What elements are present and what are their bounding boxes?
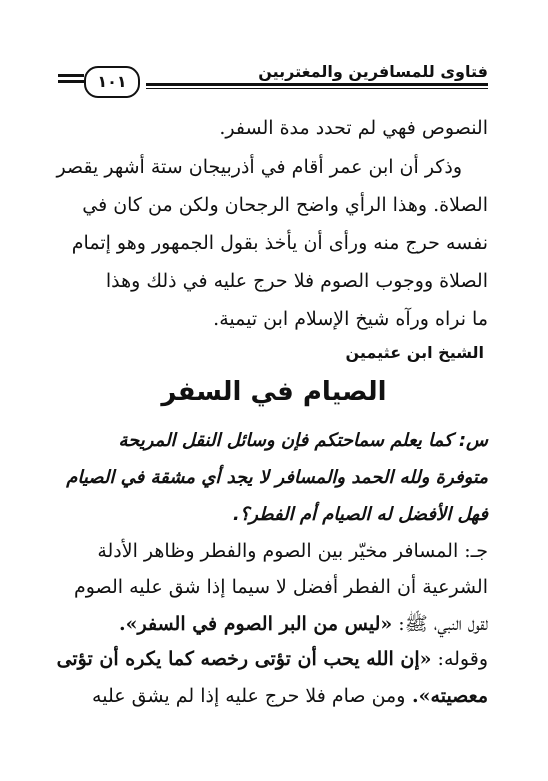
running-title: فتاوى للمسافرين والمغتربين [258, 62, 488, 81]
text-line: النصوص فهي لم تحدد مدة السفر. [219, 117, 488, 139]
question-line: س: كما يعلم سماحتكم فإن وسائل النقل المريحة [118, 430, 488, 451]
text-line: وذكر أن ابن عمر أقام في أذربيجان ستة أشهر يقصر [56, 156, 462, 178]
header-rule-thin [146, 88, 488, 89]
text-line: الصلاة. وهذا الرأي واضح الرجحان ولكن من كان في [82, 194, 488, 216]
answer-text: ومن صام فلا حرج عليه إذا لم يشق عليه [92, 685, 406, 707]
page-number: ١٠١ [84, 66, 140, 98]
hadith-quote: «إن الله يحب أن تؤتى رخصه كما يكره أن تؤتى [56, 648, 432, 670]
section-title: الصيام في السفر [161, 377, 387, 407]
hadith-quote: «ليس من البر الصوم في السفر». [119, 613, 393, 635]
text-line: نفسه حرج منه ورأى أن يأخذ بقول الجمهور وهو إتمام [71, 232, 488, 254]
answer-line [60, 685, 488, 707]
page-header [58, 60, 488, 100]
hadith-quote: معصيته». [405, 685, 488, 707]
page-number-ornament [58, 74, 84, 84]
text-line: الصلاة ووجوب الصوم فلا حرج عليه في ذلك وهذا [105, 270, 488, 292]
answer-line: الشرعية أن الفطر أفضل لا سيما إذا شق عليه الصوم [73, 576, 488, 598]
answer-text: وقوله: [431, 648, 488, 670]
question-line: فهل الأفضل له الصيام أم الفطر؟. [232, 504, 488, 525]
answer-line: جـ: المسافر مخيّر بين الصوم والفطر وظاهر الأدلة [97, 540, 488, 562]
answer-line [56, 648, 488, 670]
header-rule [146, 83, 488, 86]
text-line: ما نراه ورآه شيخ الإسلام ابن تيمية. [213, 308, 488, 330]
fatwa-author: الشيخ ابن عثيمين [345, 343, 484, 362]
answer-line [60, 612, 488, 640]
answer-text: لقول النبي، ﷺ: [392, 613, 488, 635]
question-line: متوفرة ولله الحمد والمسافر لا يجد أي مشقة في الصيام [66, 467, 488, 488]
